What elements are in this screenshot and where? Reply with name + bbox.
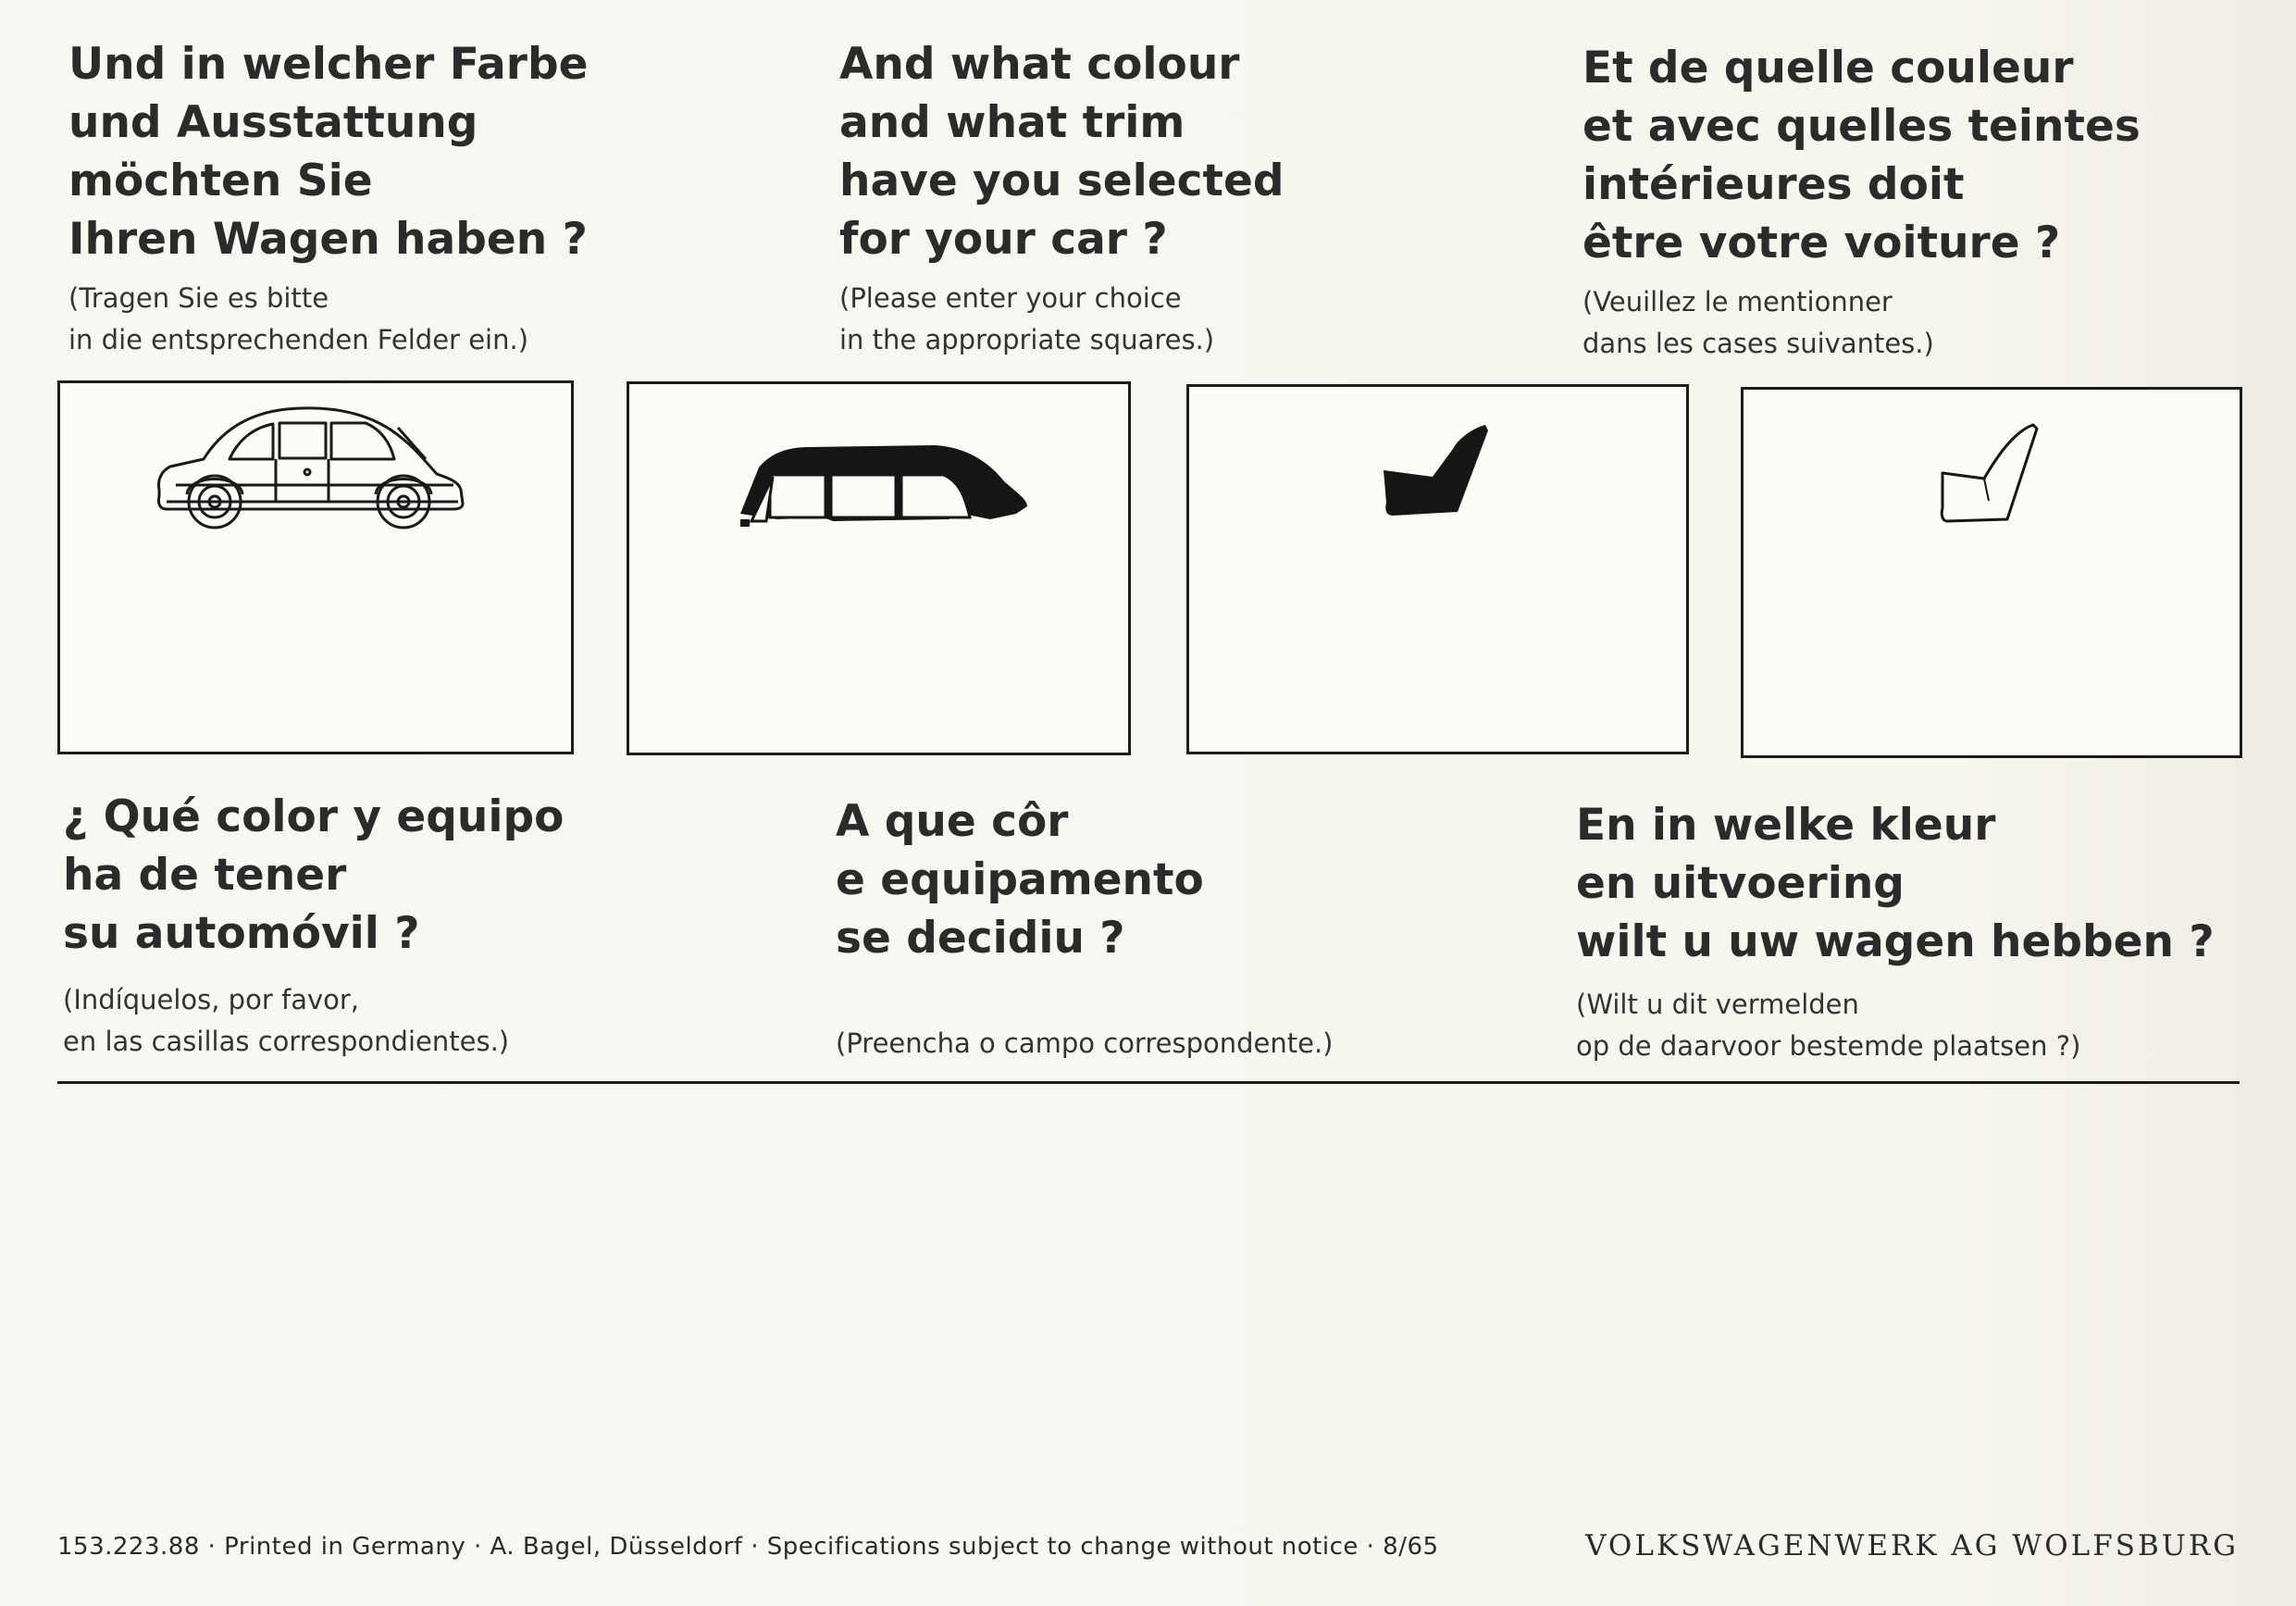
- title-line: for your car ?: [839, 214, 1168, 265]
- title-line: être votre voiture ?: [1582, 218, 2061, 268]
- company-name: VOLKSWAGENWERK AG WOLFSBURG: [1585, 1529, 2239, 1562]
- trim-box-dark[interactable]: [1186, 384, 1689, 754]
- title-line: and what trim: [839, 97, 1185, 148]
- title-line: Und in welcher Farbe: [68, 39, 589, 90]
- title-line: su automóvil ?: [63, 908, 420, 959]
- divider-rule: [57, 1081, 2240, 1084]
- title-line: intérieures doit: [1582, 159, 1965, 210]
- colour-box-body[interactable]: [57, 380, 574, 754]
- title-line: möchten Sie: [68, 156, 373, 206]
- note-line: op de daarvoor bestemde plaatsen ?): [1576, 1030, 2081, 1062]
- note-line: (Preencha o campo correspondente.): [836, 1027, 1334, 1059]
- colour-box-top[interactable]: [627, 381, 1131, 755]
- note-line: (Wilt u dit vermelden: [1576, 989, 1859, 1020]
- title-line: And what colour: [839, 39, 1240, 90]
- note-line: (Please enter your choice: [839, 282, 1182, 314]
- question-dutch: [1576, 796, 2215, 1067]
- note-line: en las casillas correspondientes.): [63, 1026, 510, 1057]
- title-line: en uitvoering: [1576, 858, 1905, 909]
- title-line: Ihren Wagen haben ?: [68, 214, 588, 265]
- question-note: [68, 278, 588, 361]
- question-spanish: [63, 788, 564, 1063]
- title-line: ha de tener: [63, 850, 347, 901]
- title-line: have you selected: [839, 156, 1285, 206]
- note-line: dans les cases suivantes.): [1582, 328, 1934, 359]
- question-note: [836, 1023, 1334, 1064]
- title-line: A que côr: [836, 796, 1069, 847]
- title-line: e equipamento: [836, 854, 1204, 905]
- convertible-top-icon: [722, 430, 1036, 532]
- question-note: [1576, 984, 2215, 1067]
- question-title: [836, 792, 1334, 967]
- question-title: [839, 35, 1285, 268]
- note-line: (Tragen Sie es bitte: [68, 282, 329, 314]
- question-title: [68, 35, 588, 268]
- question-note: [1582, 281, 2141, 365]
- note-line: (Veuillez le mentionner: [1582, 286, 1893, 317]
- question-english: [839, 35, 1285, 361]
- imprint-line: 153.223.88 · Printed in Germany · A. Bagel, Düsseldorf · Specifications subject to change without notice · 8/65: [57, 1533, 1439, 1561]
- question-note: [839, 278, 1285, 361]
- question-french: [1582, 39, 2141, 365]
- seat-light-icon: [1933, 417, 2063, 529]
- seat-dark-icon: [1379, 419, 1508, 521]
- question-title: [1582, 39, 2141, 272]
- title-line: und Ausstattung: [68, 97, 478, 148]
- title-line: Et de quelle couleur: [1582, 43, 2074, 93]
- question-title: [63, 788, 564, 963]
- note-line: (Indíquelos, por favor,: [63, 984, 360, 1015]
- question-title: [1576, 796, 2215, 971]
- question-portuguese: [836, 792, 1334, 1064]
- note-line: in die entsprechenden Felder ein.): [68, 324, 529, 355]
- trim-box-light[interactable]: [1741, 387, 2242, 758]
- question-german: [68, 35, 588, 361]
- title-line: se decidiu ?: [836, 913, 1125, 964]
- question-note: [63, 979, 564, 1063]
- title-line: wilt u uw wagen hebben ?: [1576, 916, 2215, 967]
- note-line: in the appropriate squares.): [839, 324, 1215, 355]
- title-line: ¿ Qué color y equipo: [63, 791, 565, 842]
- title-line: En in welke kleur: [1576, 800, 1996, 851]
- car-body-icon: [148, 392, 481, 545]
- title-line: et avec quelles teintes: [1582, 101, 2141, 152]
